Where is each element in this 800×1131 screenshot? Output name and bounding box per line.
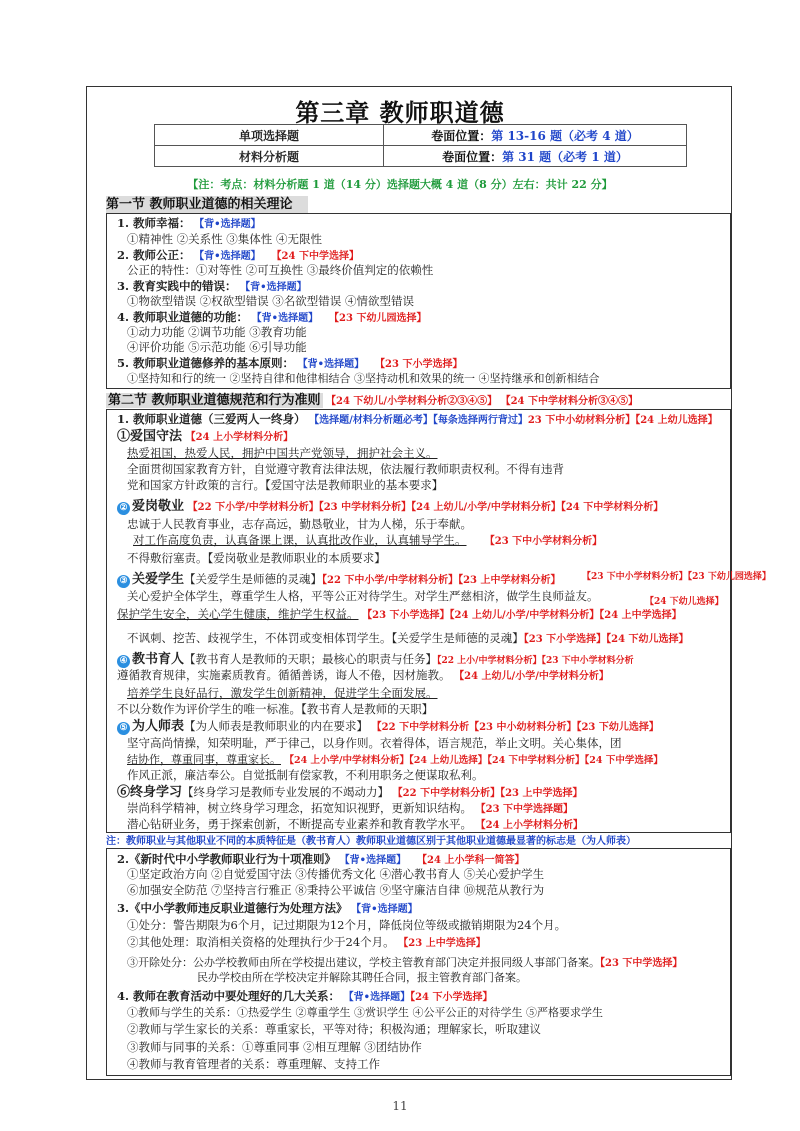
list-item-body: 公正的特性：①对等性 ②可互换性 ③最终价值判定的依赖性 <box>127 263 434 277</box>
principle-text: 不讽刺、挖苦、歧视学生，不体罚或变相体罚学生。【关爱学生是师德的灵魂】【23 下小学选择】【24 下幼儿选择】 <box>127 631 689 645</box>
principle-text: 关心爱护全体学生，尊重学生人格，平等公正对待学生。对学生严慈相济，做学生良师益友。 <box>127 589 599 603</box>
list-item: 3. 教育实践中的错误： 【背•选择题】 <box>117 279 307 293</box>
tag-note: 【23 下中小学材料分析】【23 下幼儿园选择】 <box>582 572 771 582</box>
principle-text: 不以分数作为评价学生的唯一标准。【教书育人是教师的天职】 <box>117 702 434 716</box>
list-item: 3.《中小学教师违反职业道德行为处理方法》 【背•选择题】 <box>117 901 418 915</box>
exam-position-table <box>154 124 687 167</box>
list-item-body: ①处分：警告期限为6个月，记过期限为12个月，降低岗位等级或撤销期限为24个月。 <box>127 918 567 932</box>
principle-text: 结协作，尊重同事，尊重家长。 【24 上小学/中学材料分析】【24 上幼儿选择】【24 下中学材料分析】【24 下中学选择】 <box>127 753 663 766</box>
section-2-header: 第二节 教师职业道德规范和行为准则 【24 下幼儿/小学材料分析②③④⑤】 【24 下中学材料分析③④⑤】 <box>108 393 638 408</box>
list-item-body: ③教师与同事的关系：①尊重同事 ②相互理解 ③团结协作 <box>127 1040 422 1054</box>
list-item: 5. 教师职业道德修养的基本原则： 【背•选择题】 【23 下小学选择】 <box>117 356 463 370</box>
list-item-body: ①教师与学生的关系：①热爱学生 ②尊重学生 ③赏识学生 ④公平公正的对待学生 ⑤严格要求学生 <box>127 1006 603 1019</box>
list-item-body: ①坚持知和行的统一 ②坚持自律和他律相结合 ③坚持动机和效果的统一 ④坚持继承和创新相结合 <box>127 372 600 385</box>
chapter-title: 第三章 教师职道德 <box>295 99 505 127</box>
principle-3: ③ 关爱学生【关爱学生是师德的灵魂】【22 下中小学/中学材料分析】【23 上中学材料分析】 <box>117 572 560 588</box>
section-2-intro: 1. 教师职业道德（三爱两人一终身） 【选择题/材料分析题必考】【每条选择两行背过】23 下中小幼材料分析】【24 上幼儿选择】 <box>117 412 718 426</box>
principle-text: 培养学生良好品行，激发学生创新精神，促进学生全面发展。 <box>127 686 438 700</box>
list-item-body: 民办学校由所在学校决定并解除其聘任合同，报主管教育部门备案。 <box>197 971 527 984</box>
question-type: 材料分析题 <box>155 146 384 167</box>
principle-text: 全面贯彻国家教育方针，自觉遵守教育法律法规，依法履行教师职责权利。不得有违背 <box>127 462 564 476</box>
list-item: 4. 教师在教育活动中要处理好的几大关系： 【背•选择题】【24 下小学选择】 <box>117 989 493 1003</box>
principle-6: ⑥终身学习【终身学习是教师专业发展的不竭动力】 【22 下中学材料分析】【23 上中学选择】 <box>117 785 583 800</box>
table-row <box>155 146 687 167</box>
list-item: 2.《新时代中小学教师职业行为十项准则》 【背•选择题】 【24 上小学科一简答】 <box>117 852 525 866</box>
principle-1: ①爱国守法 【24 上小学材料分析】 <box>117 429 294 444</box>
table-row <box>155 125 687 146</box>
principle-text: 坚守高尚情操，知荣明耻，严于律己，以身作则。衣着得体，语言规范，举止文明。关心集体，团 <box>127 736 622 750</box>
list-item-body: ③开除处分：公办学校教师由所在学校提出建议，学校主管教育部门决定并报同级人事部门备案。【23 下中学选择】 <box>127 956 683 969</box>
list-item: 2. 教师公正： 【背•选择题】 【24 下中学选择】 <box>117 248 359 262</box>
principle-text: 崇尚科学精神，树立终身学习理念，拓宽知识视野，更新知识结构。 【23 下中学选择题】 <box>127 801 574 815</box>
list-item-body: ④评价功能 ⑤示范功能 ⑥引导功能 <box>127 340 307 354</box>
question-type: 单项选择题 <box>155 125 384 146</box>
tag-note: 【24 下幼儿选择】 <box>645 597 724 607</box>
principle-text: 不得敷衍塞责。【爱岗敬业是教师职业的本质要求】 <box>127 551 386 565</box>
principle-2: ② 爱岗敬业 【22 下小学/中学材料分析】【23 中学材料分析】【24 上幼儿/小学/中学材料分析】【24 下中学材料分析】 <box>117 499 663 515</box>
score-note: 【注：考点：材料分析题 1 道（14 分）选择题大概 4 道（8 分）左右：共计 22 分】 <box>187 178 613 191</box>
principle-text: 热爱祖国，热爱人民，拥护中国共产党领导，拥护社会主义。 <box>127 446 438 460</box>
principle-text: 党和国家方针政策的言行。【爱国守法是教师职业的基本要求】 <box>127 478 444 492</box>
principle-text: 忠诚于人民教育事业，志存高远，勤恳敬业，甘为人梯，乐于奉献。 <box>127 517 472 531</box>
principle-text: 对工作高度负责，认真备课上课，认真批改作业，认真辅导学生。 【23 下中小学材料分析】 <box>133 533 603 547</box>
list-item-body: ①坚定政治方向 ②自觉爱国守法 ③传播优秀文化 ④潜心教书育人 ⑤关心爱护学生 <box>127 867 545 881</box>
section-1-title: 第一节 教师职业道德的相关理论 <box>106 196 308 213</box>
list-item: 4. 教师职业道德的功能： 【背•选择题】 【23 下幼儿园选择】 <box>117 310 427 324</box>
list-item-body: ①动力功能 ②调节功能 ③教育功能 <box>127 325 307 339</box>
list-item-body: ②其他处理：取消相关资格的处理执行少于24个月。 【23 上中学选择】 <box>127 935 486 949</box>
list-item-body: ①精神性 ②关系性 ③集体性 ④无限性 <box>127 232 322 246</box>
list-item-body: ⑥加强安全防范 ⑦坚持言行雅正 ⑧秉持公平诚信 ⑨坚守廉洁自律 ⑩规范从教行为 <box>127 883 545 897</box>
section-2-title: 第二节 教师职业道德规范和行为准则 <box>108 393 321 408</box>
list-item-body: ②教师与学生家长的关系：尊重家长，平等对待；积极沟通；理解家长，听取建议 <box>127 1022 541 1036</box>
principle-5: ⑤ 为人师表【为人师表是教师职业的内在要求】 【22 下中学材料分析【23 中小幼材料分析】【23 下幼儿选择】 <box>117 719 659 735</box>
principle-text: 作风正派，廉洁奉公。自觉抵制有偿家教，不利用职务之便谋取私利。 <box>127 768 484 782</box>
page-number: 11 <box>392 1099 408 1113</box>
list-item: 1. 教师幸福： 【背•选择题】 <box>117 216 261 230</box>
list-item-body: ④教师与教育管理者的关系：尊重理解、支持工作 <box>127 1057 380 1071</box>
principle-text: 保护学生安全，关心学生健康，维护学生权益。 【23 下小学选择】【24 上幼儿/小学/中学材料分析】【24 上中学选择】 <box>117 607 682 621</box>
position-cell: 卷面位置：第 13-16 题（必考 4 道） <box>384 125 687 146</box>
distinction-note: 注：教师职业与其他职业不同的本质特征是（教书育人）教师职业道德区别于其他职业道德最显著的标志是（为人师表） <box>106 836 636 847</box>
principle-text: 遵循教育规律，实施素质教育。循循善诱，诲人不倦，因材施教。 【24 上幼儿/小学/中学材料分析】 <box>117 668 609 682</box>
list-item-body: ①物欲型错误 ②权欲型错误 ③名欲型错误 ④情欲型错误 <box>127 294 414 308</box>
principle-4: ④ 教书育人【教书育人是教师的天职；最核心的职责与任务】【22 上小/中学材料分析】【23 下中小学材料分析 <box>117 652 634 669</box>
principle-text: 潜心钻研业务，勇于探索创新，不断提高专业素养和教育教学水平。 【24 上小学材料分析】 <box>127 817 584 831</box>
position-cell: 卷面位置：第 31 题（必考 1 道） <box>384 146 687 167</box>
